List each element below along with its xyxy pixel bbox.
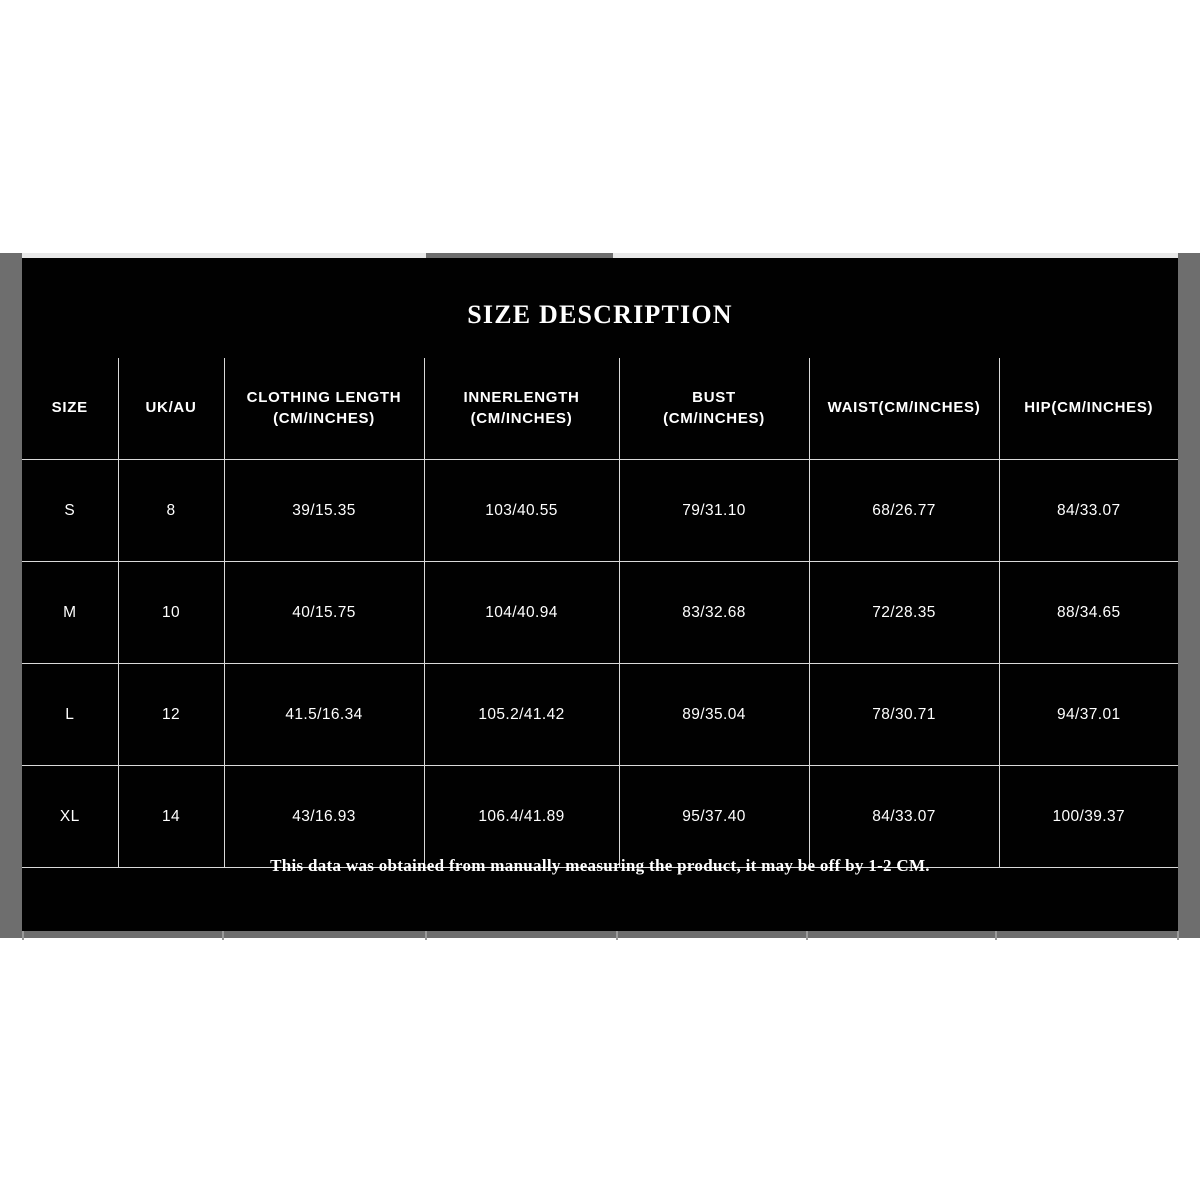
cell-ukau: 10 (118, 562, 224, 664)
cell-clothing-length: 40/15.75 (224, 562, 424, 664)
cell-clothing-length: 41.5/16.34 (224, 664, 424, 766)
cell-bust: 79/31.10 (619, 460, 809, 562)
column-tick (425, 931, 427, 940)
cell-bust: 89/35.04 (619, 664, 809, 766)
column-header-waist-label: WAIST(CM/INCHES) (827, 399, 981, 417)
cell-hip: 100/39.37 (999, 766, 1178, 868)
column-header-hip (999, 358, 1178, 460)
column-header-hip-label: HIP(CM/INCHES) (1024, 399, 1154, 417)
column-tick (222, 931, 224, 940)
cell-ukau: 8 (118, 460, 224, 562)
column-header-inner-length (424, 358, 619, 460)
cell-waist: 72/28.35 (809, 562, 999, 664)
cell-hip: 94/37.01 (999, 664, 1178, 766)
cell-inner-length: 103/40.55 (424, 460, 619, 562)
cell-ukau: 12 (118, 664, 224, 766)
column-header-inner-length-units: (CM/INCHES) (470, 409, 573, 427)
cell-hip: 84/33.07 (999, 460, 1178, 562)
table-header-row (22, 358, 1178, 460)
cell-size: L (22, 664, 118, 766)
cell-inner-length: 106.4/41.89 (424, 766, 619, 868)
column-tick (806, 931, 808, 940)
cell-inner-length: 104/40.94 (424, 562, 619, 664)
cell-size: XL (22, 766, 118, 868)
cell-hip: 88/34.65 (999, 562, 1178, 664)
cell-size: M (22, 562, 118, 664)
column-tick (1177, 931, 1179, 940)
cell-clothing-length: 43/16.93 (224, 766, 424, 868)
cell-inner-length: 105.2/41.42 (424, 664, 619, 766)
cell-ukau: 14 (118, 766, 224, 868)
column-header-ukau-label: UK/AU (145, 399, 197, 417)
column-header-clothing-length-label: CLOTHING LENGTH (246, 389, 402, 407)
measurement-disclaimer: This data was obtained from manually measuring the product, it may be off by 1-2 CM. (270, 856, 930, 875)
cell-waist: 84/33.07 (809, 766, 999, 868)
column-tick (995, 931, 997, 940)
column-tick (616, 931, 618, 940)
size-description-table (22, 358, 1178, 868)
table-row (22, 562, 1178, 664)
cell-bust: 83/32.68 (619, 562, 809, 664)
column-header-size (22, 358, 118, 460)
column-header-size-label: SIZE (51, 399, 88, 417)
table-row (22, 664, 1178, 766)
table-row (22, 766, 1178, 868)
column-header-waist (809, 358, 999, 460)
column-header-bust (619, 358, 809, 460)
cell-bust: 95/37.40 (619, 766, 809, 868)
table-row (22, 460, 1178, 562)
cell-waist: 78/30.71 (809, 664, 999, 766)
column-header-ukau (118, 358, 224, 460)
column-tick (22, 931, 24, 940)
cell-clothing-length: 39/15.35 (224, 460, 424, 562)
cell-waist: 68/26.77 (809, 460, 999, 562)
cell-size: S (22, 460, 118, 562)
column-header-clothing-length-units: (CM/INCHES) (273, 409, 375, 427)
column-header-bust-label: BUST (692, 389, 736, 407)
page-title: SIZE DESCRIPTION (467, 300, 733, 329)
column-header-inner-length-label: INNERLENGTH (463, 389, 580, 407)
column-header-bust-units: (CM/INCHES) (663, 409, 765, 427)
size-chart-card (22, 258, 1178, 931)
column-header-clothing-length (224, 358, 424, 460)
